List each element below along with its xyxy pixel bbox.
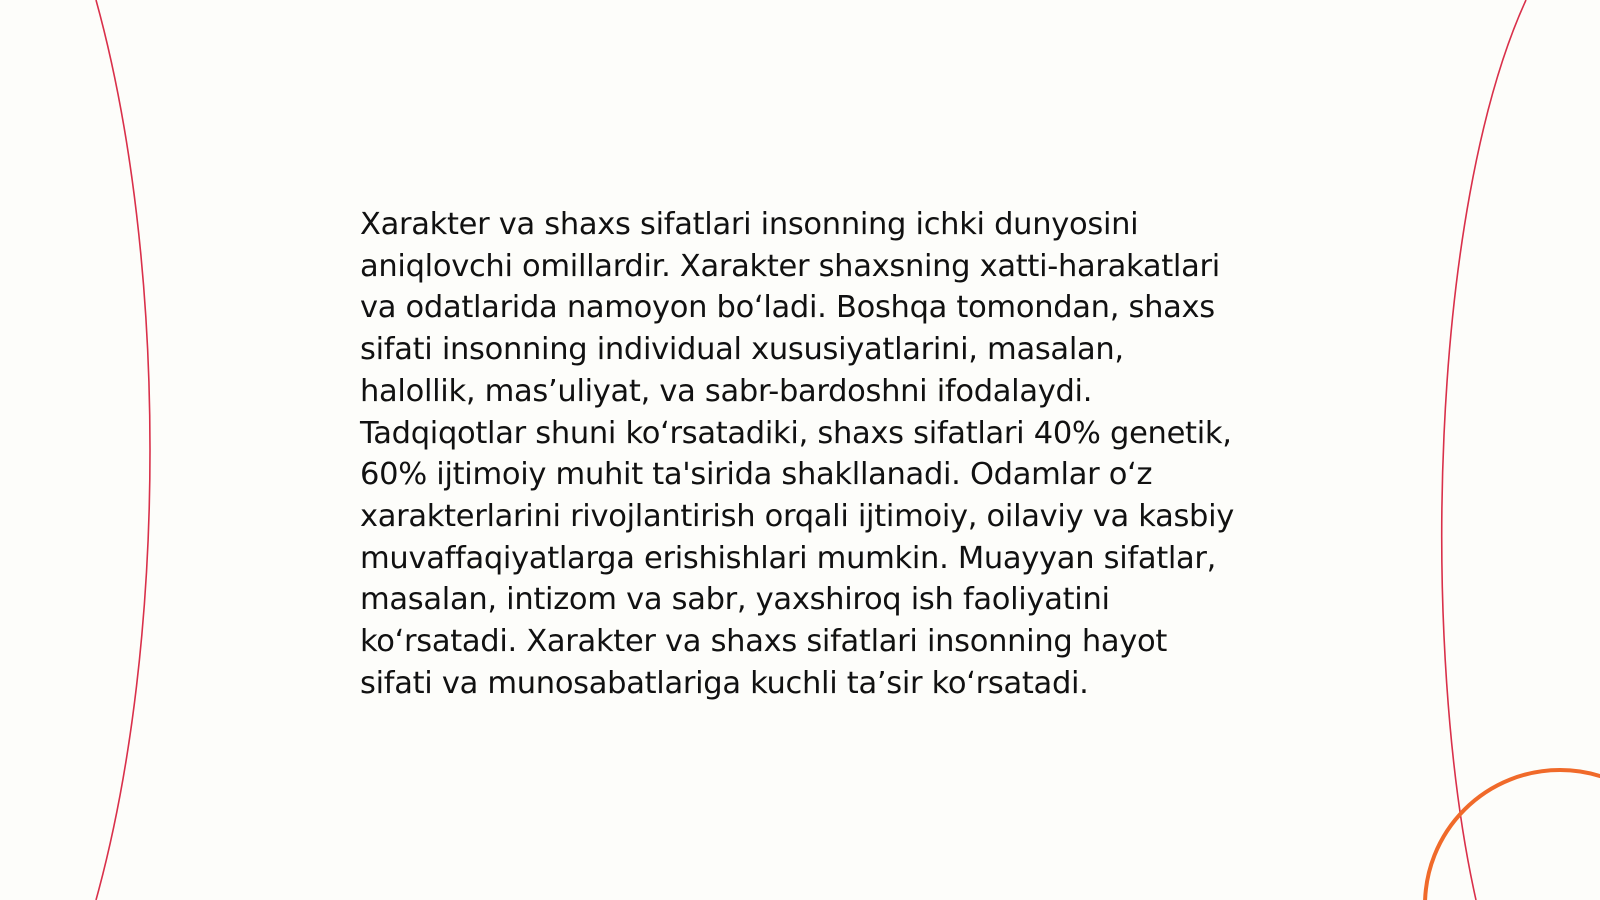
left-curve-line bbox=[96, 0, 150, 900]
right-curve-line bbox=[1442, 0, 1526, 900]
body-paragraph: Xarakter va shaxs sifatlari insonning ichki dunyosini aniqlovchi omillardir. Xarakter shaxsning xatti-harakatlari va odatlarida namoyon boʻladi. Boshqa tomondan, shaxs sifati insonning individual xususiyatlarini, masalan, halollik, masʼuliyat, va sabr-bardoshni ifodalaydi. Tadqiqotlar shuni koʻrsatadiki, shaxs sifatlari 40% genetik, 60% ijtimoiy muhit ta'sirida shakllanadi. Odamlar oʻz xarakterlarini rivojlantirish orqali ijtimoiy, oilaviy va kasbiy muvaffaqiyatlarga erishishlari mumkin. Muayyan sifatlar, masalan, intizom va sabr, yaxshiroq ish faoliyatini koʻrsatadi. Xarakter va shaxs sifatlari insonning hayot sifati va munosabatlariga kuchli taʼsir koʻrsatadi. bbox=[360, 207, 1235, 701]
corner-arc-circle bbox=[1425, 770, 1600, 900]
